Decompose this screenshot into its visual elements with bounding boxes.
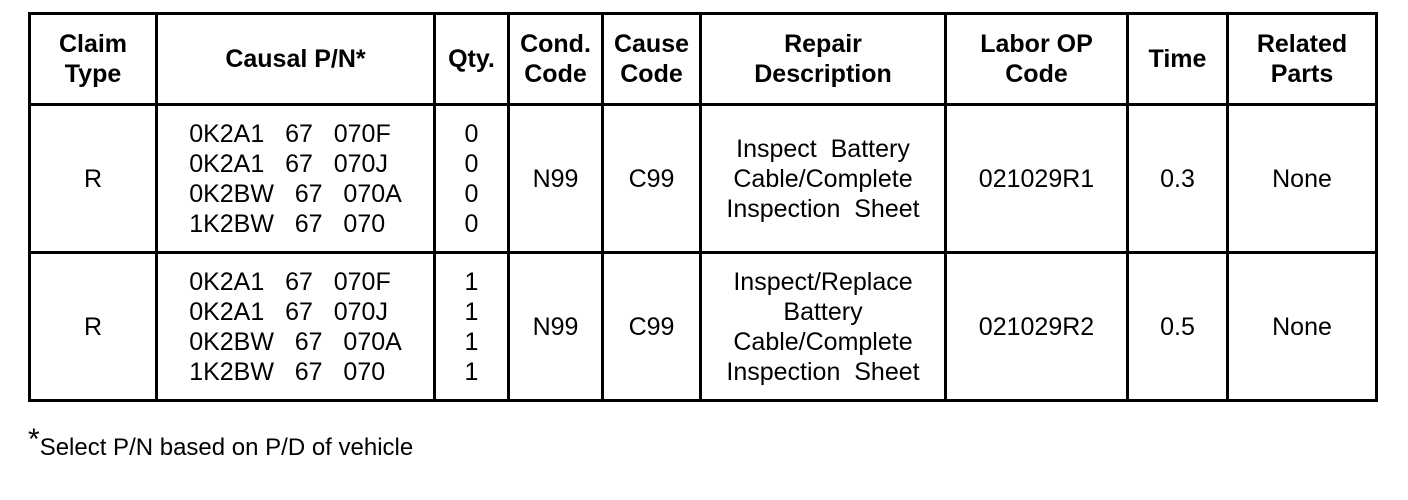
table-row <box>30 105 1377 253</box>
quantity: 1 <box>464 267 479 296</box>
quantity: 0 <box>464 119 479 148</box>
part-number: 1K2BW 67 070 <box>189 209 386 238</box>
part-number: 0K2BW 67 070A <box>189 327 402 356</box>
repair-description-line: Cable/Complete <box>733 327 913 356</box>
cell-cond-code: N99 <box>509 253 603 401</box>
quantity: 0 <box>464 149 479 178</box>
header-causal-pn: Causal P/N* <box>157 14 435 105</box>
cell-causal-pn <box>157 253 435 401</box>
cell-repair-description <box>701 105 946 253</box>
repair-description-line: Battery <box>783 297 863 326</box>
repair-description-line: Inspect/Replace <box>733 267 913 296</box>
part-number: 1K2BW 67 070 <box>189 357 386 386</box>
warranty-claim-table <box>28 12 1378 402</box>
repair-description-line: Inspect Battery <box>736 134 910 163</box>
cell-labor-op-code: 021029R1 <box>946 105 1128 253</box>
part-number: 0K2A1 67 070J <box>189 297 388 326</box>
cell-cause-code: C99 <box>603 105 701 253</box>
table-row <box>30 253 1377 401</box>
part-number: 0K2A1 67 070F <box>189 267 391 296</box>
part-number-list <box>189 119 402 239</box>
header-labor-op-code: Labor OP Code <box>946 14 1128 105</box>
part-number-list <box>189 267 402 387</box>
repair-description-line: Cable/Complete <box>733 164 913 193</box>
cell-repair-description <box>701 253 946 401</box>
cell-qty <box>435 105 509 253</box>
header-time: Time <box>1128 14 1228 105</box>
cell-claim-type: R <box>30 105 157 253</box>
warranty-claim-table-container <box>28 12 1378 402</box>
quantity-list <box>465 267 479 387</box>
quantity: 1 <box>464 297 479 326</box>
cell-labor-op-code: 021029R2 <box>946 253 1128 401</box>
part-number: 0K2A1 67 070J <box>189 149 388 178</box>
cell-qty <box>435 253 509 401</box>
quantity: 1 <box>464 327 479 356</box>
cell-time: 0.3 <box>1128 105 1228 253</box>
part-number: 0K2A1 67 070F <box>189 119 391 148</box>
header-qty: Qty. <box>435 14 509 105</box>
header-claim-type: Claim Type <box>30 14 157 105</box>
cell-cond-code: N99 <box>509 105 603 253</box>
cell-causal-pn <box>157 105 435 253</box>
footnote <box>28 423 414 462</box>
cell-claim-type: R <box>30 253 157 401</box>
cell-cause-code: C99 <box>603 253 701 401</box>
quantity: 0 <box>464 209 479 238</box>
footnote-marker: * <box>28 423 40 456</box>
cell-related-parts: None <box>1228 253 1377 401</box>
repair-description-line: Inspection Sheet <box>726 357 920 386</box>
cell-time: 0.5 <box>1128 253 1228 401</box>
cell-related-parts: None <box>1228 105 1377 253</box>
header-repair-description: Repair Description <box>701 14 946 105</box>
repair-description-line: Inspection Sheet <box>726 194 920 223</box>
quantity: 0 <box>464 179 479 208</box>
part-number: 0K2BW 67 070A <box>189 179 402 208</box>
header-cause-code: Cause Code <box>603 14 701 105</box>
header-related-parts: Related Parts <box>1228 14 1377 105</box>
table-header-row <box>30 14 1377 105</box>
quantity-list <box>465 119 479 239</box>
header-cond-code: Cond. Code <box>509 14 603 105</box>
footnote-text: Select P/N based on P/D of vehicle <box>39 434 414 461</box>
quantity: 1 <box>464 357 479 386</box>
